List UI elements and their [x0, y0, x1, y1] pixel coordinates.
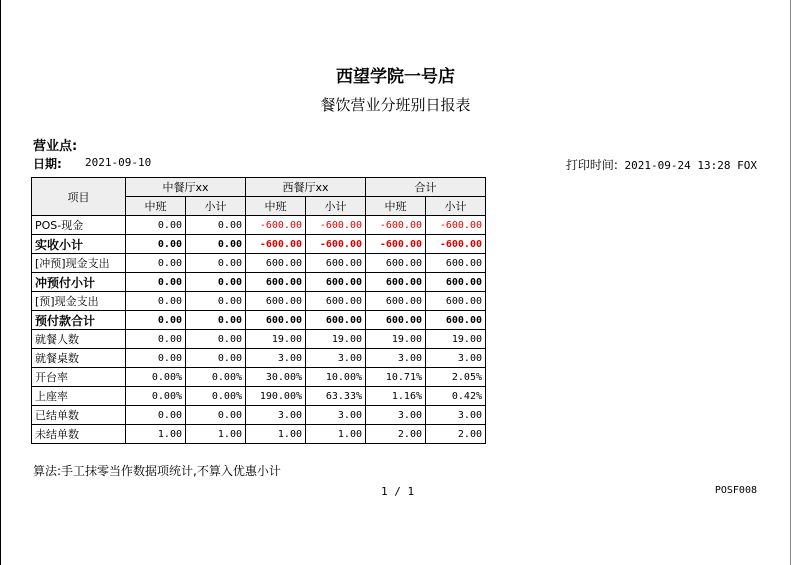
cell-value: 1.00	[186, 425, 246, 444]
cell-value: 19.00	[246, 330, 306, 349]
cell-value: 0.00%	[186, 368, 246, 387]
cell-value: 600.00	[366, 254, 426, 273]
cell-value: 600.00	[246, 273, 306, 292]
cell-value: 0.42%	[426, 387, 486, 406]
cell-value: 0.00	[126, 292, 186, 311]
group-header: 中餐厅xx	[126, 178, 246, 197]
table-row	[32, 349, 486, 368]
row-label: 已结单数	[32, 406, 126, 425]
table-row	[32, 406, 486, 425]
cell-value: 600.00	[366, 311, 426, 330]
cell-value: 0.00%	[126, 368, 186, 387]
cell-value: 3.00	[366, 349, 426, 368]
print-time-label: 打印时间:	[565, 158, 618, 172]
cell-value: 600.00	[246, 292, 306, 311]
table-row	[32, 330, 486, 349]
table-body	[32, 216, 486, 444]
cell-value: 0.00	[186, 311, 246, 330]
row-label: 实收小计	[32, 235, 126, 254]
cell-value: -600.00	[366, 235, 426, 254]
date-value: 2021-09-10	[85, 156, 152, 169]
cell-value: -600.00	[366, 216, 426, 235]
cell-value: 600.00	[306, 254, 366, 273]
table-row	[32, 425, 486, 444]
cell-value: 600.00	[306, 311, 366, 330]
cell-value: -600.00	[306, 216, 366, 235]
sub-header: 中班	[126, 197, 186, 216]
row-label: 就餐人数	[32, 330, 126, 349]
table-row	[32, 273, 486, 292]
cell-value: 2.00	[426, 425, 486, 444]
cell-value: 3.00	[426, 349, 486, 368]
group-header: 合计	[366, 178, 486, 197]
business-point-label: 营业点:	[33, 139, 78, 154]
cell-value: 1.00	[246, 425, 306, 444]
cell-value: 0.00	[186, 254, 246, 273]
row-label: 上座率	[32, 387, 126, 406]
cell-value: 0.00	[186, 273, 246, 292]
table-row	[32, 311, 486, 330]
report-code: POSF008	[714, 485, 757, 496]
sub-header: 小计	[306, 197, 366, 216]
cell-value: 3.00	[246, 349, 306, 368]
cell-value: 0.00%	[186, 387, 246, 406]
cell-value: 0.00	[126, 235, 186, 254]
report-table	[31, 177, 486, 444]
cell-value: 190.00%	[246, 387, 306, 406]
cell-value: 0.00	[126, 349, 186, 368]
cell-value: 3.00	[426, 406, 486, 425]
cell-value: 2.00	[366, 425, 426, 444]
row-label: 冲预付小计	[32, 273, 126, 292]
cell-value: 0.00	[126, 273, 186, 292]
cell-value: 0.00	[186, 349, 246, 368]
cell-value: 600.00	[366, 273, 426, 292]
cell-value: 0.00%	[126, 387, 186, 406]
row-label: 未结单数	[32, 425, 126, 444]
cell-value: 600.00	[366, 292, 426, 311]
cell-value: 0.00	[126, 216, 186, 235]
algorithm-note: 算法:手工抹零当作数据项统计,不算入优惠小计	[33, 464, 281, 478]
cell-value: 600.00	[306, 273, 366, 292]
cell-value: 63.33%	[306, 387, 366, 406]
cell-value: 1.00	[306, 425, 366, 444]
cell-value: 600.00	[426, 254, 486, 273]
cell-value: 10.00%	[306, 368, 366, 387]
page-number: 1 / 1	[381, 485, 415, 498]
sub-header: 中班	[366, 197, 426, 216]
cell-value: 19.00	[306, 330, 366, 349]
cell-value: 600.00	[306, 292, 366, 311]
cell-value: 30.00%	[246, 368, 306, 387]
cell-value: 0.00	[186, 235, 246, 254]
cell-value: -600.00	[246, 216, 306, 235]
cell-value: 600.00	[426, 311, 486, 330]
cell-value: 0.00	[186, 216, 246, 235]
table-row	[32, 292, 486, 311]
report-title: 西望学院一号店	[336, 67, 455, 87]
row-label: 预付款合计	[32, 311, 126, 330]
row-label: 开台率	[32, 368, 126, 387]
report-subtitle: 餐饮营业分班别日报表	[320, 96, 471, 114]
cell-value: 0.00	[126, 330, 186, 349]
cell-value: 3.00	[306, 349, 366, 368]
cell-value: -600.00	[246, 235, 306, 254]
cell-value: 3.00	[306, 406, 366, 425]
print-time-value: 2021-09-24 13:28 FOX	[624, 159, 757, 172]
sub-header: 中班	[246, 197, 306, 216]
row-label: POS-现金	[32, 216, 126, 235]
date-label: 日期:	[33, 157, 62, 171]
cell-value: 0.00	[126, 406, 186, 425]
cell-value: 600.00	[426, 273, 486, 292]
table-row	[32, 368, 486, 387]
cell-value: 600.00	[426, 292, 486, 311]
cell-value: 1.00	[126, 425, 186, 444]
cell-value: 0.00	[186, 292, 246, 311]
group-header: 西餐厅xx	[246, 178, 366, 197]
cell-value: -600.00	[426, 216, 486, 235]
print-time	[566, 156, 757, 173]
cell-value: 3.00	[246, 406, 306, 425]
cell-value: 1.16%	[366, 387, 426, 406]
sub-header: 小计	[426, 197, 486, 216]
table-row	[32, 387, 486, 406]
cell-value: 600.00	[246, 254, 306, 273]
cell-value: 0.00	[186, 330, 246, 349]
table-row	[32, 235, 486, 254]
cell-value: 3.00	[366, 406, 426, 425]
cell-value: 19.00	[366, 330, 426, 349]
sub-header: 小计	[186, 197, 246, 216]
item-header: 项目	[32, 178, 126, 216]
row-label: [冲预]现金支出	[32, 254, 126, 273]
table-row	[32, 216, 486, 235]
row-label: [预]现金支出	[32, 292, 126, 311]
cell-value: 19.00	[426, 330, 486, 349]
cell-value: 2.05%	[426, 368, 486, 387]
cell-value: 0.00	[186, 406, 246, 425]
cell-value: 0.00	[126, 311, 186, 330]
cell-value: -600.00	[306, 235, 366, 254]
cell-value: 600.00	[246, 311, 306, 330]
row-label: 就餐桌数	[32, 349, 126, 368]
cell-value: -600.00	[426, 235, 486, 254]
cell-value: 10.71%	[366, 368, 426, 387]
cell-value: 0.00	[126, 254, 186, 273]
table-row	[32, 254, 486, 273]
